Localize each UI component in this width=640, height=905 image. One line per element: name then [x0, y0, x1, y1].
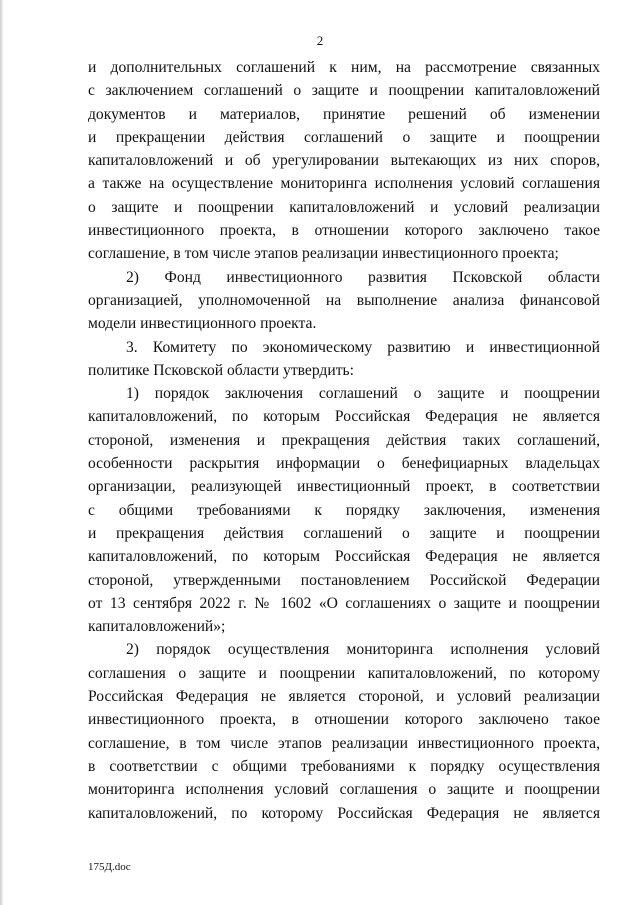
paragraph-first-line: 2) Фонд инвестиционного развития Псковской области — [126, 268, 600, 286]
paragraph-first-line: 3. Комитету по экономическому развитию и инвестиционной — [126, 338, 600, 356]
text-line: модели инвестиционного проекта. — [88, 315, 317, 333]
text-line: о защите и поощрении капиталовложений и условий реализации — [88, 198, 600, 216]
text-line: в соответствии с общими требованиями к порядку осуществления — [88, 757, 600, 775]
page-number: 2 — [316, 33, 324, 48]
footer-filename: 175Д.doc — [88, 861, 131, 873]
text-line: и дополнительных соглашений к ним, на рассмотрение связанных — [88, 59, 600, 76]
text-line: капиталовложений, по которому Российская Федерация не является — [88, 804, 600, 822]
text-line: капиталовложений»; — [88, 618, 226, 636]
text-line: инвестиционного проекта, в отношении которого заключено такое — [88, 222, 600, 240]
text-line: Российская Федерация не является стороной, и условий реализации — [88, 688, 600, 706]
text-line: от 13 сентября 2022 г. № 1602 «О соглашениях о защите и поощрении — [88, 594, 600, 612]
text-line: документов и материалов, принятие решений об изменении — [88, 105, 600, 123]
text-line: стороной, утвержденными постановлением Российской Федерации — [88, 571, 600, 589]
text-line: капиталовложений, по которым Российская Федерация не является — [88, 548, 600, 566]
paragraph-first-line: 1) порядок заключения соглашений о защите и поощрении — [126, 385, 600, 403]
text-line: и прекращении действия соглашений о защите и поощрении — [88, 128, 600, 146]
text-line: организацией, уполномоченной на выполнение анализа финансовой — [88, 291, 600, 309]
text-line: соглашение, в том числе этапов реализации инвестиционного проекта, — [88, 734, 600, 752]
text-line: мониторинга исполнения условий соглашения о защите и поощрении — [88, 781, 600, 799]
document-body — [88, 56, 600, 825]
text-line: соглашения о защите и поощрении капиталовложений, по которому — [88, 664, 600, 682]
text-line: с общими требованиями к порядку заключения, изменения — [88, 501, 600, 519]
text-line: организации, реализующей инвестиционный проект, в соответствии — [88, 478, 600, 496]
text-line: капиталовложений и об урегулировании вытекающих из них споров, — [88, 152, 600, 170]
text-line: инвестиционного проекта, в отношении которого заключено такое — [88, 711, 600, 729]
paragraph-first-line: 2) порядок осуществления мониторинга исполнения условий — [126, 641, 600, 659]
text-line: с заключением соглашений о защите и поощрении капиталовложений — [88, 82, 600, 100]
text-line: соглашение, в том числе этапов реализации инвестиционного проекта; — [88, 245, 559, 263]
text-line: стороной, изменения и прекращения действия таких соглашений, — [88, 431, 600, 449]
text-line: особенности раскрытия информации о бенефициарных владельцах — [88, 455, 600, 473]
text-line: и прекращения действия соглашений о защите и поощрении — [88, 524, 600, 542]
text-line: а также на осуществление мониторинга исполнения условий соглашения — [88, 175, 600, 193]
text-line: капиталовложений, по которым Российская Федерация не является — [88, 408, 600, 426]
scan-edge-shadow — [0, 0, 3, 905]
text-line: политике Псковской области утвердить: — [88, 361, 354, 379]
